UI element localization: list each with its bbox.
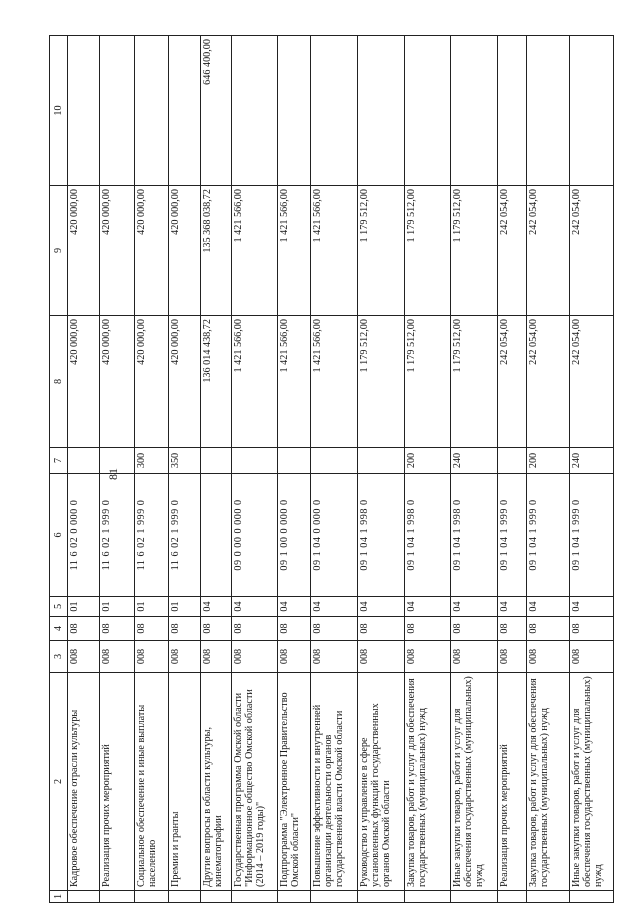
subsection-code: 04 [278, 597, 310, 617]
amount-col-8: 242 054,00 [569, 316, 613, 448]
first-cell [404, 891, 450, 903]
target-article-code: 11 6 02 1 999 0 [134, 474, 169, 597]
row-name: Реализация прочих мероприятий [497, 673, 526, 891]
table-row [527, 36, 570, 903]
target-article-code: 09 1 04 1 999 0 [569, 474, 613, 597]
row-name: Руководство и управление в сфере установленных функций государственных органов Омской области [357, 673, 404, 891]
admin-code: 008 [200, 641, 231, 673]
amount-col-10 [569, 36, 613, 186]
column-number: 4 [50, 617, 68, 641]
amount-col-10 [357, 36, 404, 186]
amount-col-8: 1 179 512,00 [357, 316, 404, 448]
amount-col-10 [404, 36, 450, 186]
expense-type-code: 240 [569, 448, 613, 474]
row-name: Другие вопросы в области культуры, кинематографии [200, 673, 231, 891]
row-name: Социальное обеспечение и иные выплаты населению [134, 673, 169, 891]
admin-code: 008 [169, 641, 200, 673]
subsection-code: 04 [404, 597, 450, 617]
expense-type-code [200, 448, 231, 474]
page-number: 81 [106, 468, 120, 480]
target-article-code [200, 474, 231, 597]
amount-col-9: 135 368 038,72 [200, 186, 231, 316]
table-row [404, 36, 450, 903]
amount-col-9: 420 000,00 [134, 186, 169, 316]
row-name: Реализация прочих мероприятий [100, 673, 135, 891]
subsection-code: 01 [100, 597, 135, 617]
amount-col-8: 136 014 438,72 [200, 316, 231, 448]
subsection-code: 04 [232, 597, 278, 617]
expense-type-code: 350 [169, 448, 200, 474]
row-name: Повышение эффективности и внутренней организации деятельности органов государственной власти Омской области [310, 673, 357, 891]
expense-type-code [278, 448, 310, 474]
table-row [450, 36, 497, 903]
expense-type-code [100, 448, 135, 474]
column-number: 5 [50, 597, 68, 617]
row-name: Закупка товаров, работ и услуг для обеспечения государственных (муниципальных) нужд [527, 673, 570, 891]
first-cell [67, 891, 99, 903]
admin-code: 008 [67, 641, 99, 673]
expense-type-code [67, 448, 99, 474]
amount-col-9: 1 179 512,00 [450, 186, 497, 316]
column-number: 10 [50, 36, 68, 186]
table-row [497, 36, 526, 903]
amount-col-8: 420 000,00 [67, 316, 99, 448]
amount-col-9: 1 179 512,00 [404, 186, 450, 316]
first-cell [357, 891, 404, 903]
subsection-code: 04 [200, 597, 231, 617]
section-code: 08 [404, 617, 450, 641]
subsection-code: 04 [357, 597, 404, 617]
amount-col-10 [67, 36, 99, 186]
admin-code: 008 [232, 641, 278, 673]
amount-col-10 [169, 36, 200, 186]
first-cell [100, 891, 135, 903]
target-article-code: 09 1 04 0 000 0 [310, 474, 357, 597]
amount-col-10 [232, 36, 278, 186]
amount-col-9: 1 179 512,00 [357, 186, 404, 316]
subsection-code: 01 [134, 597, 169, 617]
row-name: Иные закупки товаров, работ и услуг для обеспечения государственных (муниципальных) нужд [450, 673, 497, 891]
section-code: 08 [100, 617, 135, 641]
section-code: 08 [569, 617, 613, 641]
amount-col-8: 242 054,00 [527, 316, 570, 448]
expense-type-code: 240 [450, 448, 497, 474]
first-cell [450, 891, 497, 903]
target-article-code: 09 1 04 1 999 0 [497, 474, 526, 597]
section-code: 08 [450, 617, 497, 641]
admin-code: 008 [404, 641, 450, 673]
amount-col-9: 420 000,00 [67, 186, 99, 316]
admin-code: 008 [450, 641, 497, 673]
subsection-code: 04 [450, 597, 497, 617]
amount-col-8: 1 421 566,00 [310, 316, 357, 448]
column-number: 7 [50, 448, 68, 474]
target-article-code: 09 1 04 1 998 0 [450, 474, 497, 597]
row-name: Кадровое обеспечение отрасли культуры [67, 673, 99, 891]
section-code: 08 [134, 617, 169, 641]
amount-col-10 [134, 36, 169, 186]
target-article-code: 09 0 00 0 000 0 [232, 474, 278, 597]
row-name: Государственная программа Омской области "Информационное общество Омской области (2014 – 2019 годы)" [232, 673, 278, 891]
first-cell [497, 891, 526, 903]
expense-type-code [232, 448, 278, 474]
amount-col-8: 420 000,00 [134, 316, 169, 448]
expense-type-code: 200 [527, 448, 570, 474]
target-article-code: 09 1 04 1 998 0 [404, 474, 450, 597]
target-article-code: 11 6 02 1 999 0 [169, 474, 200, 597]
table-row [278, 36, 310, 903]
expense-type-code [310, 448, 357, 474]
first-cell [310, 891, 357, 903]
subsection-code: 01 [169, 597, 200, 617]
admin-code: 008 [569, 641, 613, 673]
amount-col-9: 420 000,00 [100, 186, 135, 316]
rotated-table-container [49, 36, 614, 903]
first-cell [169, 891, 200, 903]
table-row [67, 36, 99, 903]
expense-type-code [357, 448, 404, 474]
table-row [100, 36, 135, 903]
column-number: 8 [50, 316, 68, 448]
row-name: Закупка товаров, работ и услуг для обеспечения государственных (муниципальных) нужд [404, 673, 450, 891]
admin-code: 008 [134, 641, 169, 673]
admin-code: 008 [497, 641, 526, 673]
first-cell [200, 891, 231, 903]
column-number: 6 [50, 474, 68, 597]
target-article-code: 11 6 02 1 999 0 [100, 474, 135, 597]
section-code: 08 [357, 617, 404, 641]
subsection-code: 04 [569, 597, 613, 617]
amount-col-9: 420 000,00 [169, 186, 200, 316]
table-row [169, 36, 200, 903]
first-cell [232, 891, 278, 903]
amount-col-10 [278, 36, 310, 186]
subsection-code: 01 [67, 597, 99, 617]
target-article-code: 09 1 04 1 998 0 [357, 474, 404, 597]
table-row [232, 36, 278, 903]
admin-code: 008 [100, 641, 135, 673]
first-cell [278, 891, 310, 903]
table-row [310, 36, 357, 903]
target-article-code: 11 6 02 0 000 0 [67, 474, 99, 597]
budget-table [49, 35, 614, 903]
section-code: 08 [497, 617, 526, 641]
expense-type-code: 200 [404, 448, 450, 474]
table-row [357, 36, 404, 903]
subsection-code: 04 [310, 597, 357, 617]
admin-code: 008 [527, 641, 570, 673]
table-row [569, 36, 613, 903]
target-article-code: 09 1 00 0 000 0 [278, 474, 310, 597]
section-code: 08 [527, 617, 570, 641]
target-article-code: 09 1 04 1 999 0 [527, 474, 570, 597]
amount-col-8: 420 000,00 [169, 316, 200, 448]
amount-col-8: 1 421 566,00 [278, 316, 310, 448]
table-row [134, 36, 169, 903]
admin-code: 008 [310, 641, 357, 673]
section-code: 08 [169, 617, 200, 641]
amount-col-10 [497, 36, 526, 186]
amount-col-8: 1 179 512,00 [404, 316, 450, 448]
section-code: 08 [310, 617, 357, 641]
expense-type-code [497, 448, 526, 474]
amount-col-9: 242 054,00 [527, 186, 570, 316]
amount-col-10 [310, 36, 357, 186]
amount-col-9: 1 421 566,00 [278, 186, 310, 316]
table-row [200, 36, 231, 903]
amount-col-8: 420 000,00 [100, 316, 135, 448]
first-cell [134, 891, 169, 903]
section-code: 08 [200, 617, 231, 641]
admin-code: 008 [357, 641, 404, 673]
first-cell [569, 891, 613, 903]
amount-col-8: 1 179 512,00 [450, 316, 497, 448]
amount-col-9: 1 421 566,00 [310, 186, 357, 316]
first-cell [527, 891, 570, 903]
row-name: Премии и гранты [169, 673, 200, 891]
section-code: 08 [67, 617, 99, 641]
section-code: 08 [278, 617, 310, 641]
amount-col-9: 1 421 566,00 [232, 186, 278, 316]
amount-col-9: 242 054,00 [569, 186, 613, 316]
amount-col-10 [100, 36, 135, 186]
subsection-code: 04 [527, 597, 570, 617]
admin-code: 008 [278, 641, 310, 673]
row-name: Подпрограмма "Электронное Правительство Омской области" [278, 673, 310, 891]
amount-col-10: 646 400,00 [200, 36, 231, 186]
amount-col-9: 242 054,00 [497, 186, 526, 316]
amount-col-10 [527, 36, 570, 186]
column-number: 1 [50, 891, 68, 903]
amount-col-10 [450, 36, 497, 186]
column-number-row [50, 36, 68, 903]
column-number: 2 [50, 673, 68, 891]
subsection-code: 04 [497, 597, 526, 617]
expense-type-code: 300 [134, 448, 169, 474]
row-name: Иные закупки товаров, работ и услуг для обеспечения государственных (муниципальных) нужд [569, 673, 613, 891]
section-code: 08 [232, 617, 278, 641]
column-number: 3 [50, 641, 68, 673]
column-number: 9 [50, 186, 68, 316]
amount-col-8: 242 054,00 [497, 316, 526, 448]
amount-col-8: 1 421 566,00 [232, 316, 278, 448]
